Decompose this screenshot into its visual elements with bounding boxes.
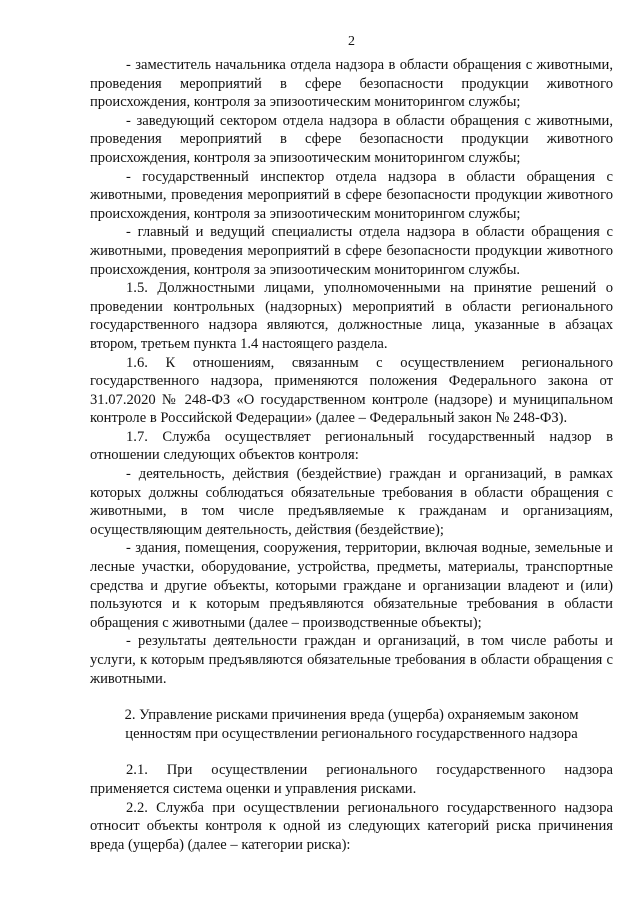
list-item-deputy-head: - заместитель начальника отдела надзора в области обращения с животными, проведения мероприятий в сфере безопасности продукции животного происхождения, контроля за эпизоотическим мониторингом службы; — [90, 57, 613, 111]
list-item-production-objects: - здания, помещения, сооружения, территории, включая водные, земельные и лесные участки, оборудование, устройства, предметы, материалы, транспортные средства и другие объекты, которыми граждане и организации владеют и (или) пользуются и к которым предъявляются обязательные требования в области обращения с животными (далее – производственные объекты); — [90, 540, 613, 631]
page-number: 2 — [348, 34, 355, 49]
list-item-results: - результаты деятельности граждан и организаций, в том числе работы и услуги, к которым предъявляются обязательные требования в области обращения с животными. — [90, 633, 613, 687]
paragraph-2-1: 2.1. При осуществлении регионального государственного надзора применяется система оценки и управления рисками. — [90, 762, 613, 797]
paragraph-1-7: 1.7. Служба осуществляет региональный государственный надзор в отношении следующих объектов контроля: — [90, 428, 613, 464]
spacer — [90, 743, 613, 761]
list-item-chief-specialists: - главный и ведущий специалисты отдела надзора в области обращения с животными, проведения мероприятий в сфере безопасности продукции животного происхождения, контроля за эпизоотическим мониторингом службы. — [90, 224, 613, 278]
section-heading: 2. Управление рисками причинения вреда (ущерба) охраняемым законом ценностям при осуществлении регионального государственного надзора — [124, 707, 579, 742]
document-body — [90, 56, 613, 854]
paragraph-1-5: 1.5. Должностными лицами, уполномоченными на принятие решений о проведении контрольных (надзорных) мероприятий в области регионального государственного надзора являются, должностные лица, указанные в абзацах втором, третьем пункта 1.4 настоящего раздела. — [90, 280, 613, 352]
spacer — [90, 688, 613, 706]
list-item-state-inspector: - государственный инспектор отдела надзора в области обращения с животными, проведения мероприятий в сфере безопасности продукции животного происхождения, контроля за эпизоотическим мониторингом службы; — [90, 168, 613, 222]
paragraph-1-6: 1.6. К отношениям, связанным с осуществлением регионального государственного надзора, применяются положения Федерального закона от 31.07.2020 № 248-ФЗ «О государственном контроле (надзоре) и муниципальном контроле в Российской Федерации» (далее – Федеральный закон № 248-ФЗ). — [90, 354, 613, 427]
list-item-activities: - деятельность, действия (бездействие) граждан и организаций, в рамках которых должны соблюдаться обязательные требования в области обращения с животными, в том числе предъявляемые к гражданам и организациям, осуществляющим деятельность, действия (бездействие); — [90, 466, 613, 538]
list-item-sector-head: - заведующий сектором отдела надзора в области обращения с животными, проведения мероприятий в сфере безопасности продукции животного происхождения, контроля за эпизоотическим мониторингом службы; — [90, 112, 613, 166]
paragraph-2-2: 2.2. Служба при осуществлении регионального государственного надзора относит объекты контроля к одной из следующих категорий риска причинения вреда (ущерба) (далее – категории риска): — [90, 799, 613, 853]
